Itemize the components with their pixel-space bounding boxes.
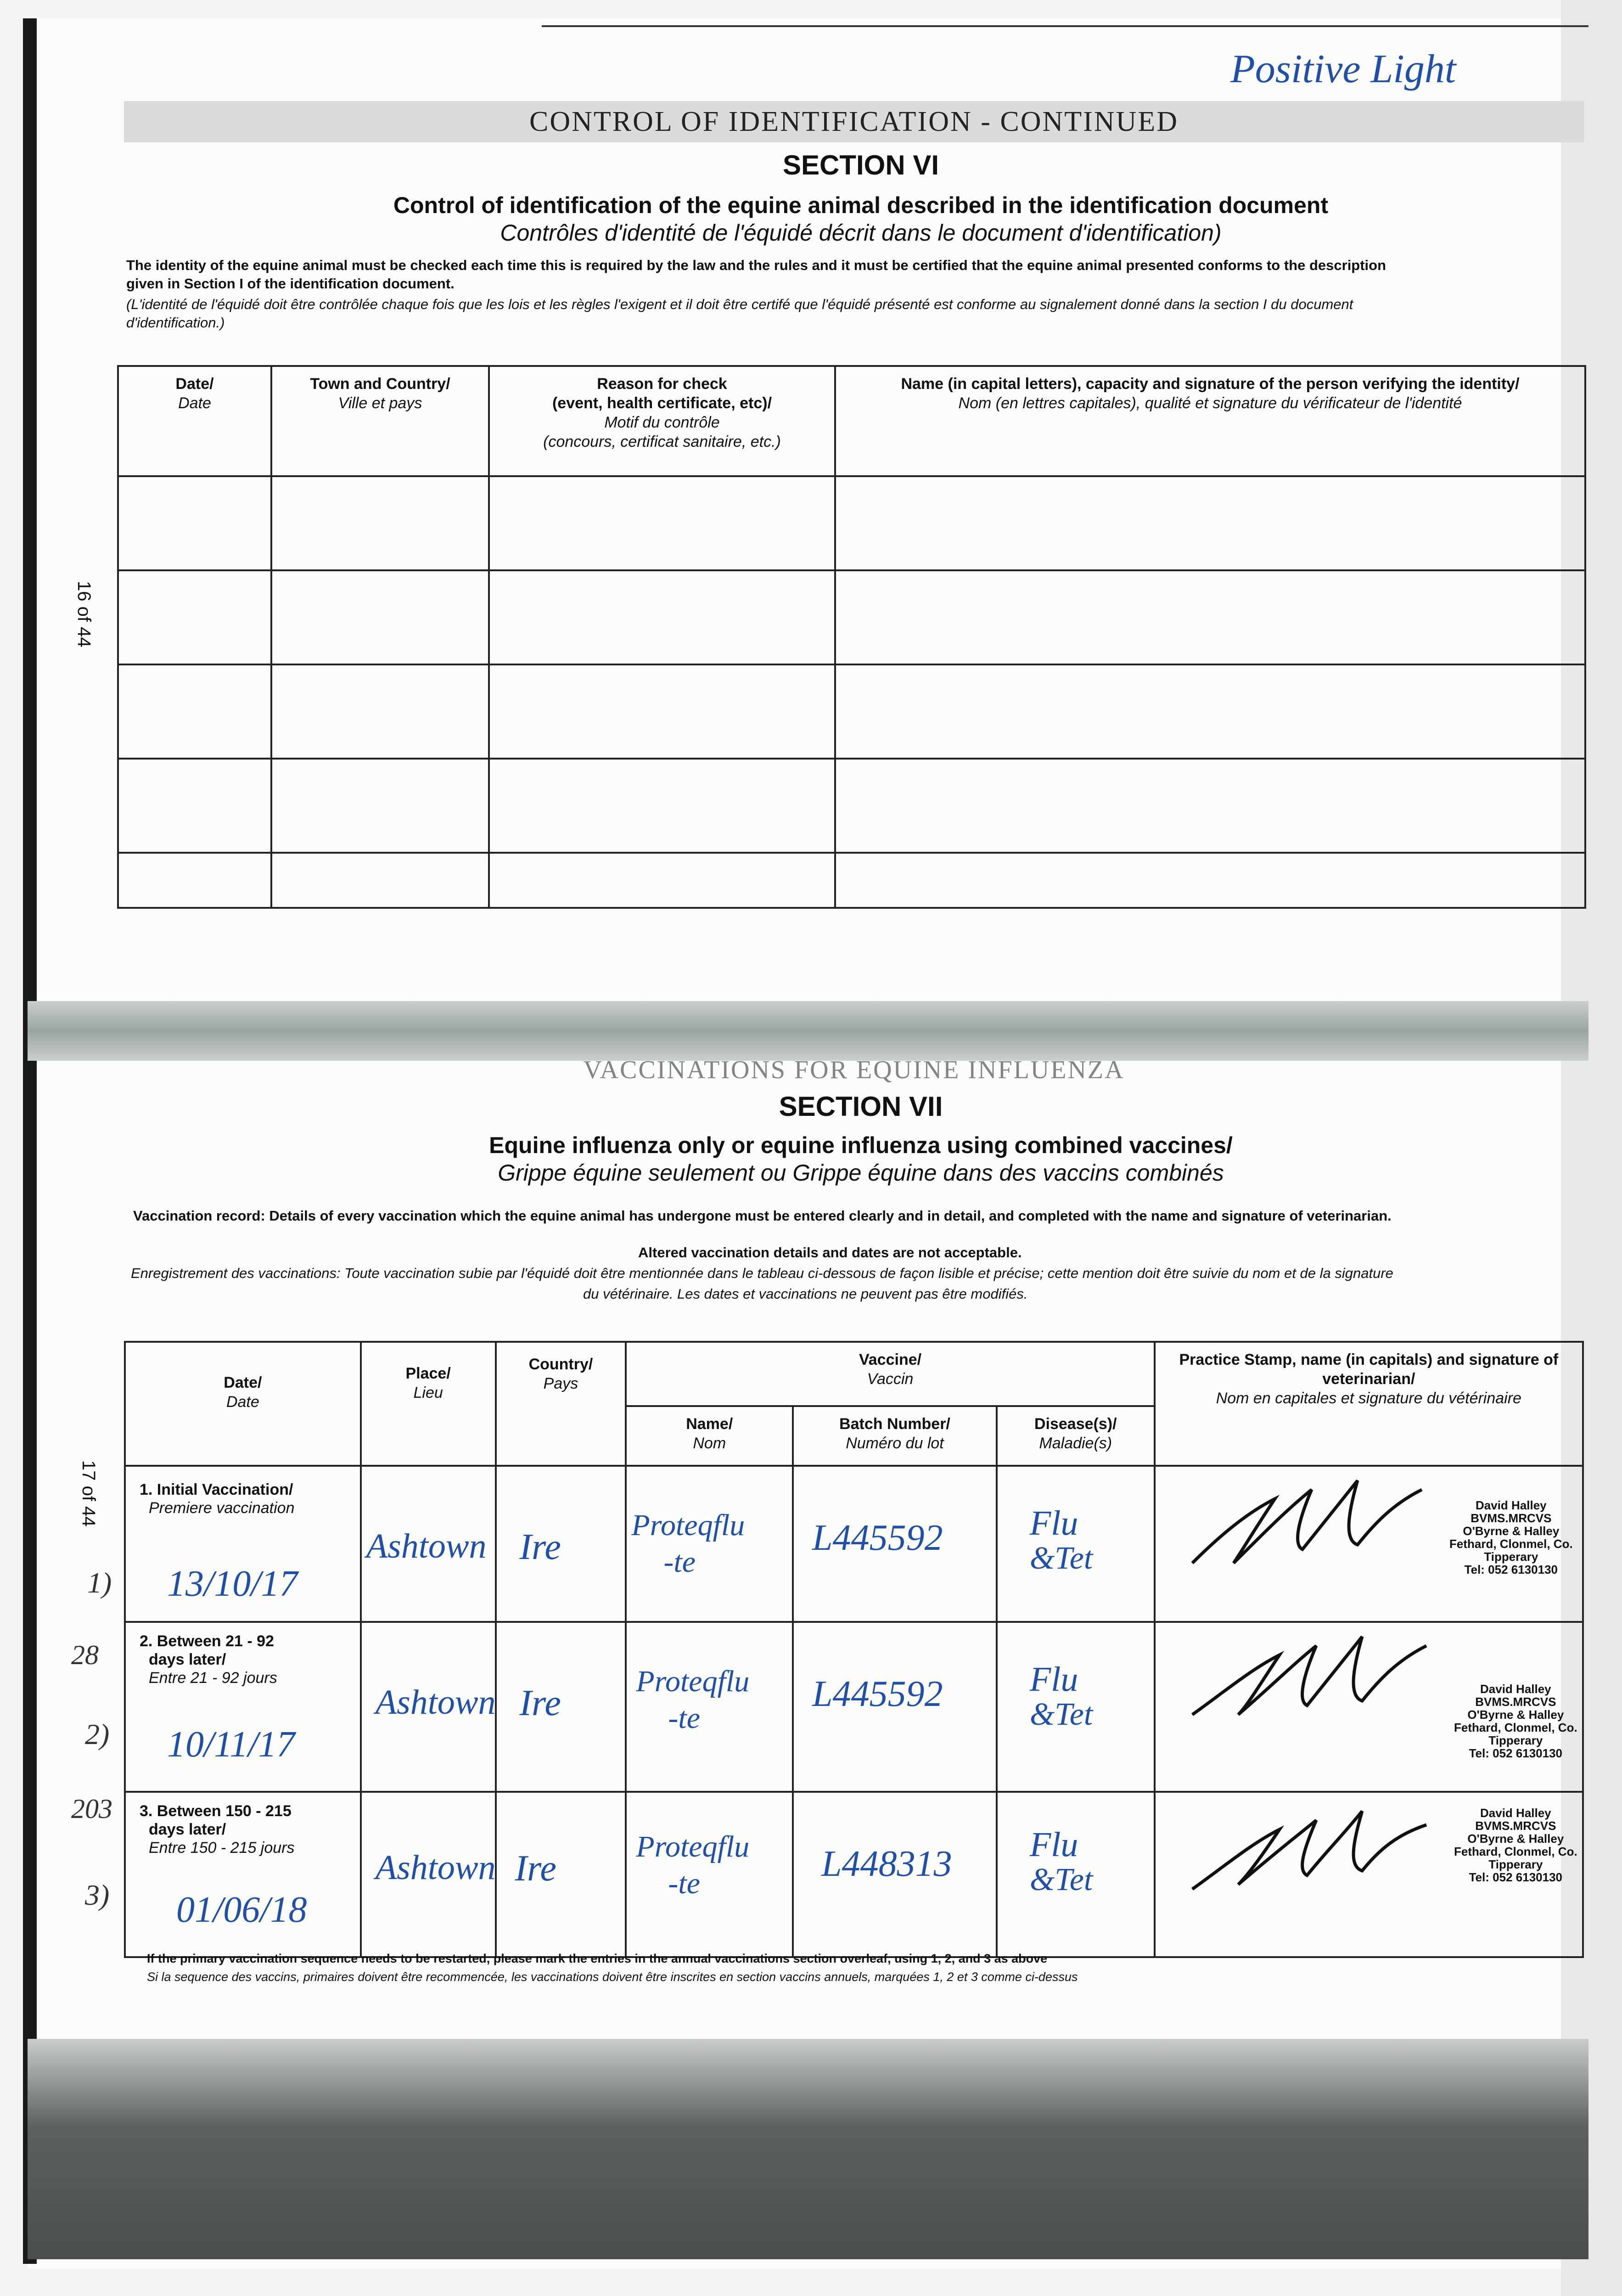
section7-heading: SECTION VII <box>779 1091 943 1122</box>
row-label-en-2: days later/ <box>149 1821 226 1838</box>
col-date-fr: Date <box>178 394 211 412</box>
vacc-country-fr: Pays <box>543 1375 578 1392</box>
stamp-line: Tel: 052 6130130 <box>1464 1563 1558 1576</box>
disease-value-2: &Tet <box>1029 1541 1093 1576</box>
vacc-place-fr: Lieu <box>413 1384 443 1401</box>
col-date-header <box>118 366 271 476</box>
top-rule <box>542 25 1588 27</box>
vaccine-name-en: Name/ <box>686 1415 733 1433</box>
stamp-line: David Halley <box>1480 1682 1551 1696</box>
stamp-line: David Halley <box>1480 1806 1551 1820</box>
row-label-en: 3. Between 150 - 215 <box>140 1802 292 1820</box>
handwritten-note: Positive Light <box>1230 47 1456 91</box>
vacc-place-cell[interactable] <box>361 1792 496 1957</box>
section6-title-en: Control of identification of the equine animal described in the identification document <box>393 192 1329 218</box>
banner-control-identification: CONTROL OF IDENTIFICATION - CONTINUED <box>124 101 1584 142</box>
vacc-country-value: Ire <box>519 1683 561 1723</box>
vaccine-name-cell[interactable] <box>626 1622 793 1792</box>
disease-value-1: Flu <box>1029 1660 1078 1699</box>
col-reason-en-1: Reason for check <box>597 375 727 393</box>
name-cell[interactable] <box>835 759 1585 853</box>
disease-value-1: Flu <box>1029 1504 1078 1542</box>
vaccination-record-en-1: Vaccination record: Details of every vaccination which the equine animal has undergone must be entered clearly and in detail, and completed with the name and signature of veterinarian. <box>133 1208 1392 1224</box>
vacc-country-value: Ire <box>515 1848 556 1889</box>
vacc-date-value: 01/06/18 <box>176 1890 307 1930</box>
vacc-place-en: Place/ <box>405 1365 451 1382</box>
vet-stamp <box>1449 1683 1582 1760</box>
stamp-line: Tel: 052 6130130 <box>1469 1746 1562 1760</box>
table-row <box>118 476 1585 570</box>
vacc-place-value: Ashtown <box>366 1527 487 1565</box>
margin-mark-1: 1) <box>87 1566 112 1599</box>
footer-note-en: If the primary vaccination sequence needs to be restarted, please mark the entries in the annual vaccinations section overleaf, using 1, 2, and 3 as above <box>147 1952 1048 1965</box>
disease-fr: Maladie(s) <box>1039 1435 1112 1452</box>
left-binding-edge <box>23 18 37 2264</box>
date-cell[interactable] <box>118 476 271 570</box>
date-cell[interactable] <box>118 853 271 908</box>
vacc-place-value: Ashtown <box>375 1683 496 1722</box>
section6-title-fr: Contrôles d'identité de l'équidé décrit dans le document d'identification) <box>500 220 1222 246</box>
stamp-line: Fethard, Clonmel, Co. Tipperary <box>1454 1845 1577 1871</box>
town-cell[interactable] <box>271 759 489 853</box>
margin-mark-3: 3) <box>85 1879 110 1911</box>
vacc-place-header <box>361 1342 496 1466</box>
section7-title-en: Equine influenza only or equine influenza using combined vaccines/ <box>489 1132 1233 1158</box>
col-reason-fr-1: Motif du contrôle <box>604 414 720 431</box>
vacc-country-en: Country/ <box>528 1356 593 1373</box>
disease-value-2: &Tet <box>1029 1862 1093 1897</box>
vaccination-record-en-2: Altered vaccination details and dates are not acceptable. <box>638 1244 1022 1261</box>
stamp-en-1: Practice Stamp, name (in capitals) and signature of <box>1179 1351 1559 1368</box>
name-cell[interactable] <box>835 476 1585 570</box>
name-cell[interactable] <box>835 570 1585 664</box>
row-label-fr: Entre 21 - 92 jours <box>149 1669 277 1687</box>
stamp-cell[interactable] <box>1155 1792 1583 1957</box>
disease-value-1: Flu <box>1029 1825 1078 1864</box>
vacc-date-cell[interactable] <box>125 1466 361 1622</box>
banner-vaccinations: VACCINATIONS FOR EQUINE INFLUENZA <box>583 1056 1125 1084</box>
stamp-cell[interactable] <box>1155 1622 1583 1792</box>
name-cell[interactable] <box>835 853 1585 908</box>
vaccine-name-value-1: Proteqflu <box>636 1830 750 1863</box>
vacc-place-cell[interactable] <box>361 1466 496 1622</box>
batch-cell[interactable] <box>793 1792 997 1957</box>
batch-fr: Numéro du lot <box>846 1435 944 1452</box>
disease-header <box>997 1406 1155 1466</box>
town-cell[interactable] <box>271 853 489 908</box>
scan-shadow-bottom <box>28 2039 1588 2259</box>
table-row <box>125 1792 1583 1957</box>
vaccine-en: Vaccine/ <box>859 1351 922 1368</box>
vaccination-table <box>124 1341 1584 1958</box>
stamp-fr: Nom en capitales et signature du vétérinaire <box>1216 1390 1521 1407</box>
vacc-country-cell[interactable] <box>496 1466 626 1622</box>
row-label-en: 1. Initial Vaccination/ <box>140 1481 293 1498</box>
town-cell[interactable] <box>271 570 489 664</box>
vacc-date-value: 13/10/17 <box>167 1564 298 1604</box>
col-name-en: Name (in capital letters), capacity and signature of the person verifying the identity/ <box>901 375 1520 393</box>
vacc-date-cell[interactable] <box>125 1792 361 1957</box>
date-cell[interactable] <box>118 570 271 664</box>
table-row <box>118 664 1585 759</box>
col-reason-en-2: (event, health certificate, etc)/ <box>552 394 772 412</box>
stamp-line: O'Byrne & Halley <box>1467 1708 1564 1722</box>
table-row <box>118 570 1585 664</box>
margin-mark-203: 203 <box>71 1794 112 1824</box>
section7-title-fr: Grippe équine seulement ou Grippe équine dans des vaccins combinés <box>498 1160 1224 1186</box>
section6-intro-fr-2: d'identification.) <box>126 315 225 331</box>
margin-mark-2: 2) <box>85 1718 110 1750</box>
col-name-header <box>835 366 1585 476</box>
section6-intro-fr-1: (L'identité de l'équidé doit être contrôlée chaque fois que les lois et les règles l'exigent et il doit être certifé que l'équidé présenté est conforme au signalement donné dans la section I du document <box>126 296 1353 312</box>
stamp-line: O'Byrne & Halley <box>1463 1524 1560 1538</box>
row-label-fr: Premiere vaccination <box>149 1499 295 1517</box>
col-reason-header <box>489 366 835 476</box>
vaccine-name-value-2: -te <box>668 1867 700 1900</box>
disease-cell[interactable] <box>997 1792 1155 1957</box>
col-date-en: Date/ <box>175 375 214 393</box>
col-reason-fr-2: (concours, certificat sanitaire, etc.) <box>543 433 781 450</box>
vaccine-name-value-1: Proteqflu <box>631 1508 745 1542</box>
reason-cell[interactable] <box>489 853 835 908</box>
vaccine-name-fr: Nom <box>693 1435 726 1452</box>
vacc-country-cell[interactable] <box>496 1792 626 1957</box>
row-label-fr: Entre 150 - 215 jours <box>149 1839 295 1857</box>
stamp-line: Fethard, Clonmel, Co. Tipperary <box>1454 1721 1577 1747</box>
stamp-line: BVMS.MRCVS <box>1475 1819 1556 1833</box>
disease-value-2: &Tet <box>1029 1697 1093 1732</box>
identification-check-table <box>117 365 1586 909</box>
vacc-date-header <box>125 1342 361 1466</box>
vaccine-name-header <box>626 1406 793 1466</box>
stamp-line: BVMS.MRCVS <box>1475 1695 1556 1709</box>
batch-cell[interactable] <box>793 1466 997 1622</box>
row-label-en: 2. Between 21 - 92 <box>140 1632 274 1650</box>
batch-en: Batch Number/ <box>839 1415 950 1433</box>
vaccine-name-value-2: -te <box>668 1701 700 1735</box>
table-row <box>125 1466 1583 1622</box>
vet-stamp <box>1440 1499 1582 1576</box>
signature-graphic <box>1183 1797 1468 1903</box>
row-label-en-2: days later/ <box>149 1651 226 1668</box>
batch-value: L445592 <box>812 1518 943 1558</box>
section6-intro-en-2: given in Section I of the identification document. <box>126 276 455 292</box>
vacc-place-value: Ashtown <box>375 1848 496 1887</box>
vacc-date-fr: Date <box>226 1393 259 1411</box>
table-row <box>125 1622 1583 1792</box>
stamp-line: BVMS.MRCVS <box>1470 1511 1552 1525</box>
batch-value: L448313 <box>821 1844 952 1884</box>
batch-value: L445592 <box>812 1674 943 1714</box>
signature-graphic <box>1183 1471 1468 1577</box>
vacc-country-cell[interactable] <box>496 1622 626 1792</box>
vaccine-fr: Vaccin <box>867 1370 914 1388</box>
page-number-16: 16 of 44 <box>74 581 94 647</box>
vaccine-group-header <box>626 1342 1154 1406</box>
table-row <box>118 853 1585 908</box>
vacc-date-value: 10/11/17 <box>167 1724 295 1765</box>
page-number-17: 17 of 44 <box>79 1460 99 1527</box>
stamp-en-2: veterinarian/ <box>1322 1370 1415 1388</box>
col-town-en: Town and Country/ <box>310 375 450 393</box>
vaccination-record-fr-1: Enregistrement des vaccinations: Toute vaccination subie par l'équidé doit être mentionnée dans le tableau ci-dessous de façon lisible et précise; cette mention doit être suivie du nom et de la signature <box>131 1265 1393 1281</box>
stamp-line: O'Byrne & Halley <box>1467 1832 1564 1846</box>
name-cell[interactable] <box>835 664 1585 759</box>
col-name-fr: Nom (en lettres capitales), qualité et signature du vérificateur de l'identité <box>958 394 1462 412</box>
vaccine-name-cell[interactable] <box>626 1792 793 1957</box>
stamp-line: Tel: 052 6130130 <box>1469 1870 1562 1884</box>
stamp-line: David Halley <box>1476 1498 1547 1512</box>
vaccine-name-value-1: Proteqflu <box>636 1665 750 1698</box>
reason-cell[interactable] <box>489 476 835 570</box>
batch-header <box>793 1406 997 1466</box>
margin-mark-28: 28 <box>71 1640 99 1670</box>
vaccination-record-fr-2: du vétérinaire. Les dates et vaccinations ne peuvent pas être modifiés. <box>583 1286 1028 1302</box>
footer-note-fr: Si la sequence des vaccins, primaires doivent être recommencée, les vaccinations doivent être inscrites en section vaccins annuels, marquées 1, 2 et 3 comme ci-dessus <box>147 1970 1078 1984</box>
reason-cell[interactable] <box>489 759 835 853</box>
town-cell[interactable] <box>271 476 489 570</box>
vacc-date-cell[interactable] <box>125 1622 361 1792</box>
vacc-date-en: Date/ <box>224 1374 262 1391</box>
disease-cell[interactable] <box>997 1466 1155 1622</box>
col-town-fr: Ville et pays <box>338 394 422 412</box>
stamp-line: Fethard, Clonmel, Co. Tipperary <box>1449 1537 1573 1564</box>
stamp-header <box>1155 1342 1583 1466</box>
disease-cell[interactable] <box>997 1622 1155 1792</box>
vacc-country-header <box>496 1342 626 1466</box>
stamp-cell[interactable] <box>1155 1466 1583 1622</box>
vacc-place-cell[interactable] <box>361 1622 496 1792</box>
reason-cell[interactable] <box>489 570 835 664</box>
date-cell[interactable] <box>118 759 271 853</box>
col-town-header <box>271 366 489 476</box>
section6-heading: SECTION VI <box>782 150 939 180</box>
vet-stamp <box>1449 1806 1582 1884</box>
signature-graphic <box>1183 1627 1468 1733</box>
reason-cell[interactable] <box>489 664 835 759</box>
table-row <box>118 759 1585 853</box>
vaccine-name-value-2: -te <box>663 1545 696 1579</box>
vacc-country-value: Ire <box>519 1527 561 1567</box>
batch-cell[interactable] <box>793 1622 997 1792</box>
vaccine-name-cell[interactable] <box>626 1466 793 1622</box>
section6-intro-en-1: The identity of the equine animal must be checked each time this is required by the law and the rules and it must be certified that the equine animal presented conforms to the description <box>126 257 1386 273</box>
disease-en: Disease(s)/ <box>1034 1415 1117 1433</box>
date-cell[interactable] <box>118 664 271 759</box>
town-cell[interactable] <box>271 664 489 759</box>
